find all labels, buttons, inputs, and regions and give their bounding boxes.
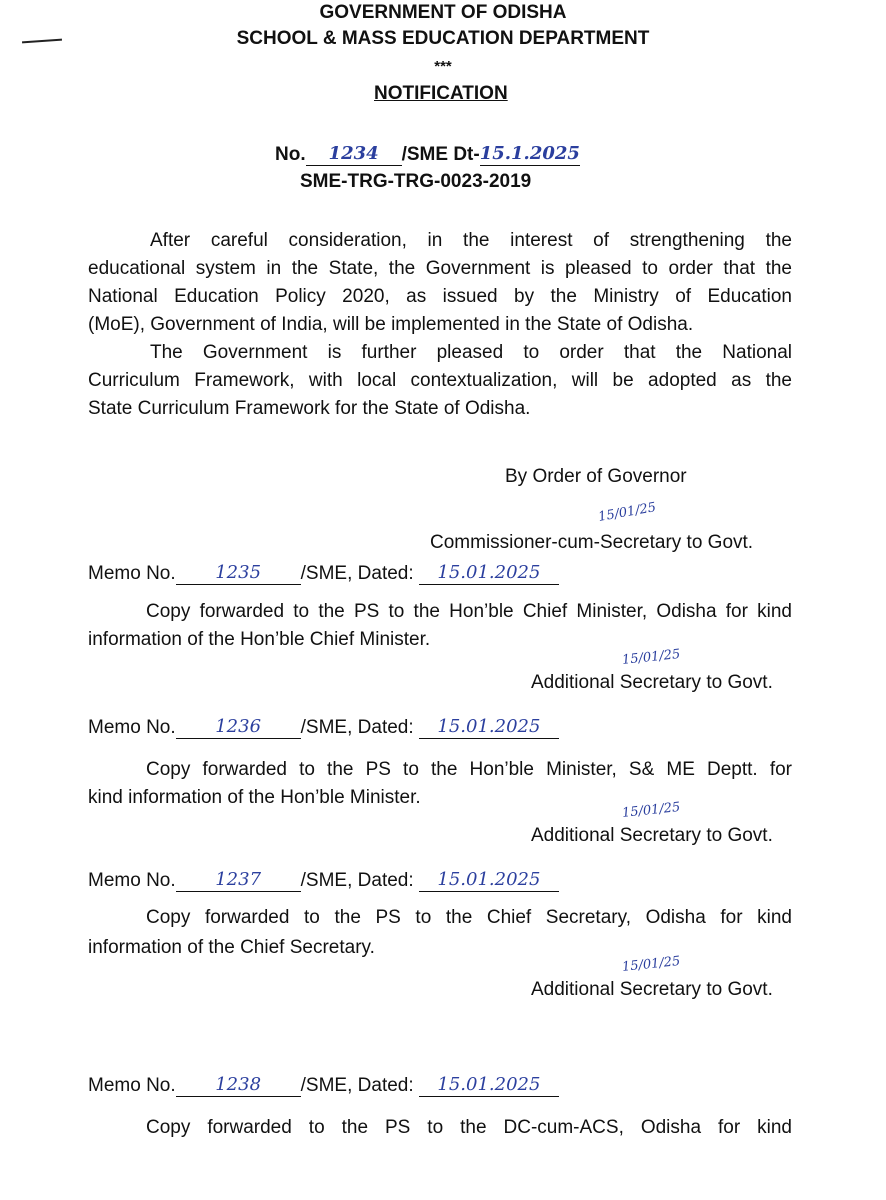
header-department: SCHOOL & MASS EDUCATION DEPARTMENT <box>236 28 650 49</box>
header-stars: *** <box>434 58 452 75</box>
sme-dt-label: /SME Dt- <box>401 144 480 165</box>
memo-no: 1236 <box>215 716 262 737</box>
memo-date: 15.01.2025 <box>437 869 541 890</box>
memo-label: Memo No. <box>88 1075 176 1096</box>
signer-designation: Additional Secretary to Govt. <box>531 979 773 1000</box>
dated-label: /SME, Dated: <box>300 563 414 584</box>
dated-label: /SME, Dated: <box>300 1075 414 1096</box>
memo-copy-line: Copy forwarded to the PS to the DC-cum-ACS, Odisha for kind <box>146 1117 792 1138</box>
memo-copy-line: kind information of the Hon’ble Minister. <box>88 787 421 808</box>
memo-label: Memo No. <box>88 563 176 584</box>
body-line: educational system in the State, the Government is pleased to order that the <box>88 258 792 279</box>
header-government: GOVERNMENT OF ODISHA <box>319 2 567 23</box>
by-order: By Order of Governor <box>505 466 687 487</box>
memo-no: 1235 <box>215 562 262 583</box>
memo-number-line <box>88 716 559 739</box>
body-line: The Government is further pleased to order that the National <box>150 342 792 363</box>
signer-designation: Additional Secretary to Govt. <box>531 672 773 693</box>
no-value: 1234 <box>328 143 379 164</box>
signature-initials: 15/01/25 <box>597 500 658 525</box>
memo-copy-line: information of the Hon’ble Chief Minister. <box>88 629 431 650</box>
signature-initials: 15/01/25 <box>621 799 682 822</box>
memo-label: Memo No. <box>88 870 176 891</box>
body-line: State Curriculum Framework for the State of Odisha. <box>88 398 531 419</box>
dated-label: /SME, Dated: <box>300 717 414 738</box>
memo-no: 1238 <box>215 1074 262 1095</box>
no-label: No. <box>275 144 306 165</box>
memo-copy-line: information of the Chief Secretary. <box>88 937 375 958</box>
body-line: (MoE), Government of India, will be implemented in the State of Odisha. <box>88 314 694 335</box>
signature-initials: 15/01/25 <box>621 953 682 976</box>
memo-number-line <box>88 1074 559 1097</box>
memo-date: 15.01.2025 <box>437 716 541 737</box>
memo-copy-line: Copy forwarded to the PS to the Hon’ble Minister, S& ME Deptt. for <box>146 759 792 780</box>
memo-date: 15.01.2025 <box>437 562 541 583</box>
memo-copy-line: Copy forwarded to the PS to the Hon’ble Chief Minister, Odisha for kind <box>146 601 792 622</box>
memo-label: Memo No. <box>88 717 176 738</box>
notification-title: NOTIFICATION <box>374 83 508 104</box>
memo-number-line <box>88 562 559 585</box>
body-line: Curriculum Framework, with local contextualization, will be adopted as the <box>88 370 792 391</box>
memo-date: 15.01.2025 <box>437 1074 541 1095</box>
memo-no: 1237 <box>215 869 262 890</box>
memo-number-line <box>88 869 559 892</box>
body-line: National Education Policy 2020, as issued by the Ministry of Education <box>88 286 792 307</box>
signature-initials: 15/01/25 <box>621 646 682 669</box>
dated-label: /SME, Dated: <box>300 870 414 891</box>
file-number: SME-TRG-TRG-0023-2019 <box>300 171 532 192</box>
signer-designation: Additional Secretary to Govt. <box>531 825 773 846</box>
body-line: After careful consideration, in the interest of strengthening the <box>150 230 792 251</box>
memo-copy-line: Copy forwarded to the PS to the Chief Secretary, Odisha for kind <box>146 907 792 928</box>
notification-number <box>275 143 580 166</box>
commissioner-designation: Commissioner-cum-Secretary to Govt. <box>430 532 754 553</box>
date-value: 15.1.2025 <box>479 143 580 164</box>
